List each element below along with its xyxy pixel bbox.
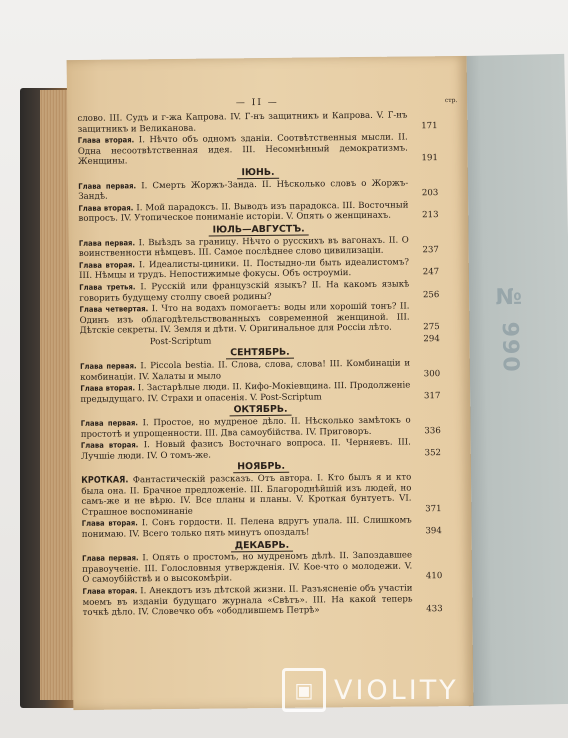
toc-entry-text <box>78 178 408 203</box>
page-ref: 171 <box>421 120 438 131</box>
page-ref: 394 <box>425 526 442 537</box>
chapter-label: Глава четвертая. <box>79 304 149 314</box>
entry-description: I. Новый фазисъ Восточнаго вопроса. II. Черняевъ. III. Лучшіе люди. IV. О томъ-же. <box>80 437 411 462</box>
chapter-label: Глава первая. <box>78 180 137 191</box>
chapter-label: Глава вторая. <box>77 135 135 146</box>
toc-entry-text <box>82 583 412 618</box>
violity-logo-icon: ▣ <box>282 668 326 712</box>
toc-entry <box>79 235 439 260</box>
month-heading-text: ДЕКАБРЬ. <box>231 539 294 552</box>
toc-entry <box>82 583 442 619</box>
entry-description: I. Что на водахъ помогаетъ: воды или хорошій тонъ? II. Одинъ изъ облагодѣтельствованныхъ современной женщиной. III. Дѣтскіе секреты. IV. Земля и дѣти. V. Оригинальное для Россіи лѣто. <box>79 301 410 337</box>
chapter-label: Глава третья. <box>79 282 136 292</box>
entry-description: I. Идеалисты-циники. II. Постыдно-ли быть идеалистомъ? III. Нѣмцы и трудъ. Непостижимые фокусы. Объ остроуміи. <box>79 257 410 282</box>
page-ref: 352 <box>424 447 442 459</box>
page-ref: 300 <box>423 368 441 379</box>
entry-description: I. Выѣздъ за границу. Нѣчто о русскихъ въ вагонахъ. II. О воинственности нѣмцевъ. III. Самое послѣднее слово цивилизаціи. <box>78 234 409 260</box>
library-stamp: № 990 <box>496 284 523 374</box>
page-ref: 317 <box>423 390 441 402</box>
toc-entry <box>82 550 442 586</box>
toc-entry <box>78 200 438 225</box>
chapter-label: Глава первая. <box>78 237 136 248</box>
toc-list <box>77 110 442 618</box>
watermark-text: VIOLITY <box>334 674 459 706</box>
month-heading-text: СЕНТЯБРЬ. <box>226 347 294 360</box>
toc-entry-text <box>78 200 408 225</box>
entry-description: I. Piccola bestia. II. Слова, слова, слова! III. Комбинаціи и комбинаціи. IV. Халаты и мыло <box>80 358 411 383</box>
watermark <box>282 670 459 710</box>
chapter-label: Глава вторая. <box>82 586 138 596</box>
month-heading-text: ІЮНЬ. <box>237 167 278 179</box>
toc-entry-text <box>81 415 411 440</box>
entry-description: I. Смерть Жоржъ-Занда. II. Нѣсколько словъ о Жоржъ-Зандѣ. <box>78 178 409 203</box>
entry-description: I. Застарѣлые люди. II. Кифо-Мокіевщина. III. Продолженіе предыдущаго. IV. Страхи и опасенія. V. Post-Scriptum <box>80 380 411 405</box>
month-heading-text: НОЯБРЬ. <box>233 461 289 474</box>
entry-description: I. Опять о простомъ, но мудреномъ дѣлѣ. II. Запоздавшее правоученіе. III. Голословныя утвержденія. IV. Кое-что о молодежи. V. О самоубійствѣ и о высокомѣріи. <box>82 550 413 586</box>
toc-entry-text <box>77 110 407 135</box>
entry-description: Post-Scriptum <box>149 336 212 348</box>
toc-entry-text <box>79 235 409 260</box>
entry-description: I. Русскій или французскій языкъ? II. На какомъ языкѣ говорить будущему столпу своей родины? <box>79 279 410 304</box>
page-ref: 237 <box>422 245 439 256</box>
toc-entry <box>78 178 438 203</box>
entry-description: I. Мой парадоксъ. II. Выводъ изъ парадокса. III. Восточный вопросъ. IV. Утопическое пониманіе исторіи. V. Опять о женщинахъ. <box>78 200 409 225</box>
chapter-label: Глава первая. <box>80 361 137 371</box>
toc-entry <box>79 257 439 282</box>
toc-entry <box>77 110 437 135</box>
chapter-label: Глава вторая. <box>78 203 134 213</box>
page-ref: 191 <box>421 153 438 164</box>
chapter-label: Глава вторая. <box>80 440 139 451</box>
toc-entry-text <box>79 302 409 337</box>
toc-entry-text <box>80 381 410 406</box>
page-ref: 371 <box>425 503 442 515</box>
page-ref: 275 <box>423 322 440 333</box>
entry-description: I. Анекдотъ изъ дѣтской жизни. II. Разъясненіе объ участіи моемъ въ изданіи будущаго журнала «Свѣтъ». III. На какой теперь точкѣ дѣло. IV. Словечко объ «ободлившемъ Петрѣ» <box>82 583 413 618</box>
page-ref: 433 <box>426 604 443 615</box>
toc-entry <box>80 358 440 383</box>
entry-description: I. Нѣчто объ одномъ зданіи. Соотвѣтственныя мысли. II. Одна несоотвѣтственная идея. III. Несомнѣнный демократизмъ. Женщины. <box>77 132 408 168</box>
toc-entry-text <box>79 279 409 304</box>
page-ref: 213 <box>422 210 439 221</box>
entry-description: I. Простое, но мудреное дѣло. II. Нѣсколько замѣтокъ о простотѣ и упрощенности. III. Два самоубійства. IV. Приговоръ. <box>80 415 411 440</box>
page-column-label: стр. <box>444 96 458 105</box>
toc-entry-text <box>80 334 410 348</box>
page-ref: 336 <box>424 425 441 436</box>
month-heading-text: ОКТЯБРЬ. <box>229 404 291 417</box>
page-number: — II — <box>235 97 279 109</box>
chapter-label: Глава вторая. <box>80 383 136 394</box>
toc-entry-text <box>78 133 408 168</box>
toc-entry <box>81 415 441 440</box>
entry-description: слово. III. Судъ и г-жа Капрова. IV. Г-нъ защитникъ и Капрова. V. Г-нъ защитникъ и Великанова. <box>77 110 408 135</box>
page-ref: 294 <box>423 333 440 345</box>
page-ref: 410 <box>425 571 443 582</box>
entry-description: I. Сонъ гордости. II. Пелена вдругъ упала. III. Слишкомъ понимаю. IV. Всего только пять минутъ опоздалъ! <box>81 515 412 540</box>
page-ref: 256 <box>422 289 440 300</box>
page-ref: 203 <box>421 188 439 199</box>
toc-entry <box>79 301 439 337</box>
month-heading-text: ІЮЛЬ—АВГУСТЪ. <box>209 223 309 236</box>
chapter-label: Глава вторая. <box>78 260 136 270</box>
chapter-label: Глава первая. <box>82 553 139 564</box>
entry-description: Фантастическій разсказъ. Отъ автора. I. Кто былъ я и кто была она. II. Брачное предложеніе. III. Благороднѣйшій изъ людей, но самъ-же и не вѣрю. IV. Все планы и планы. V. Кроткая бунтуетъ. VI. Страшное воспоминаніе <box>81 472 412 518</box>
toc-entry-text <box>81 438 411 463</box>
toc-entry-text <box>82 551 412 586</box>
story-title: КРОТКАЯ. <box>81 475 129 486</box>
page-ref: 247 <box>422 267 440 278</box>
toc-entry <box>80 380 440 405</box>
table-of-contents <box>77 96 458 619</box>
toc-entry-text <box>82 516 412 541</box>
toc-entry-text <box>81 472 411 518</box>
toc-entry <box>79 279 439 304</box>
toc-entry-text <box>80 358 410 383</box>
chapter-label: Глава первая. <box>80 418 139 428</box>
chapter-label: Глава вторая. <box>81 518 138 529</box>
toc-entry <box>81 472 441 518</box>
toc-entry <box>82 515 442 540</box>
toc-entry <box>81 437 441 462</box>
toc-entry <box>78 132 438 168</box>
toc-entry-text <box>79 257 409 282</box>
